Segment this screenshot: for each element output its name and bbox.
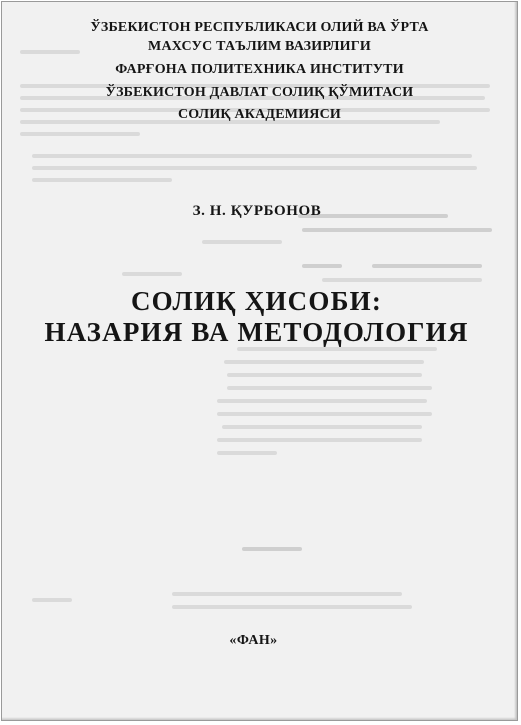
publisher-name: «ФАН» bbox=[229, 633, 278, 648]
ministry-line-1: ЎЗБЕКИСТОН РЕСПУБЛИКАСИ ОЛИЙ ВА ЎРТА bbox=[90, 20, 429, 35]
author-name: З. Н. ҚУРБОНОВ bbox=[192, 203, 322, 219]
scan-shadow-bottom bbox=[2, 717, 517, 720]
ministry-line-2: МАХСУС ТАЪЛИМ ВАЗИРЛИГИ bbox=[148, 39, 371, 54]
tax-academy-name: СОЛИҚ АКАДЕМИЯСИ bbox=[177, 107, 342, 122]
institute-name: ФАРҒОНА ПОЛИТЕХНИКА ИНСТИТУТИ bbox=[115, 62, 404, 77]
book-title-page bbox=[1, 1, 518, 721]
book-title-line-2: НАЗАРИЯ ВА МЕТОДОЛОГИЯ bbox=[44, 317, 469, 347]
book-title-line-1: СОЛИҚ ҲИСОБИ: bbox=[130, 286, 383, 316]
scan-shadow-right bbox=[514, 2, 517, 720]
tax-committee-name: ЎЗБЕКИСТОН ДАВЛАТ СОЛИҚ ҚЎМИТАСИ bbox=[105, 85, 414, 100]
